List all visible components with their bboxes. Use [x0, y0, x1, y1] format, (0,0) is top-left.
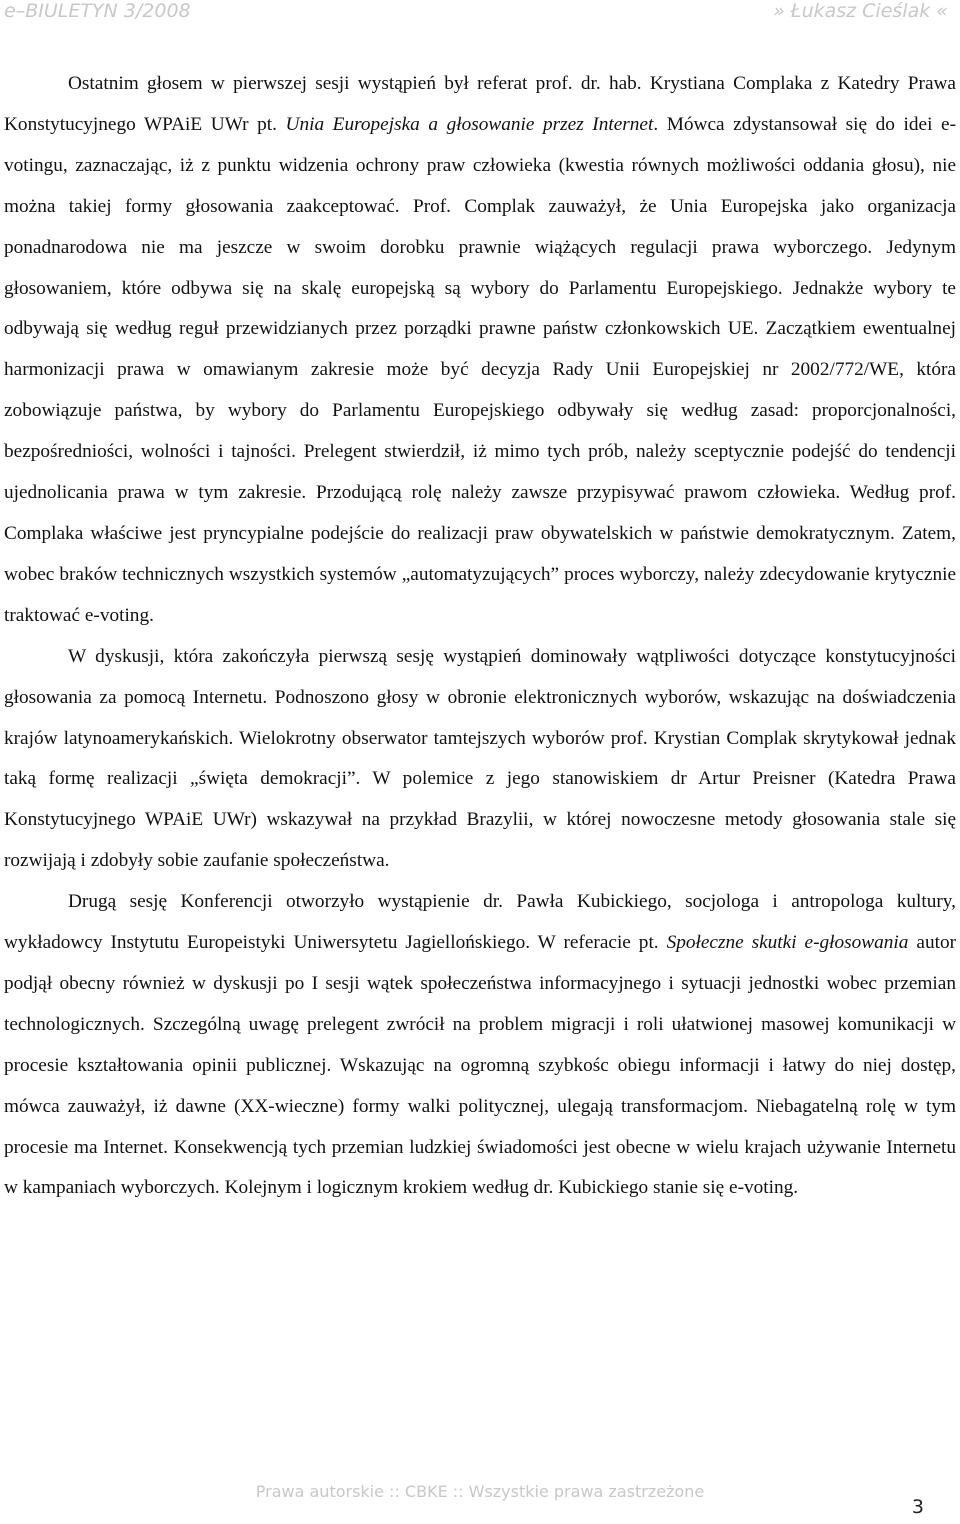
header-publication: e–BIULETYN 3/2008 [4, 0, 191, 22]
paragraph-1-text-a: Ostatnim głosem w pierwszej sesji wystąpień był referat prof. dr. hab. Krystiana Complaka [68, 73, 813, 94]
article-body [4, 64, 956, 1209]
paragraph-3-title: Społeczne skutki e-głosowania [666, 932, 909, 954]
paragraph-3-text-b: autor podjął obecny również w dyskusji po I sesji wątek społeczeństwa informacyjnego i sytuacji jednostki wobec przemian technologicznych. Szczególną uwagę prelegent zwrócił na problem migracji i roli ułatwionej masowej komunikacji w procesie kształtowania opinii publicznej. Wskazując na ogromną szybkośc obiegu informacji i łatwy do niej dostęp, mówca zauważył, iż dawne (XX-wieczne) formy walki politycznej, ulegają transformacjom. Niebagatelną rolę w tym procesie ma Internet. Konsekwencją tych przemian ludzkiej świadomości jest obecne w wielu krajach używanie Internetu w kampaniach wyborczych. Kolejnym i logicznym krokiem według dr. Kubickiego stanie się e-voting. [4, 932, 956, 1199]
page-footer: Prawa autorskie :: CBKE :: Wszystkie prawa zastrzeżone [255, 1482, 705, 1501]
page-header [0, 0, 960, 22]
paragraph-3 [4, 882, 956, 1209]
paragraph-3-text-a: Drugą sesję Konferencji otworzyło wystąpienie dr. Pawła Kubickiego, socjologa i antropologa kultury, wykładowcy Instytutu Europeistyki Uniwersytetu Jagiellońskiego. W referacie pt. [4, 891, 956, 954]
paragraph-1 [4, 64, 956, 637]
paragraph-1-text-c: . Mówca zdystansował się do idei e-votingu, zaznaczając, iż z punktu widzenia ochrony praw człowieka (kwestia równych możliwości oddania głosu), nie można takiej formy głosowania zaakceptować. Prof. Complak zauważył, że Unia Europejska jako organizacja ponadnarodowa nie ma jeszcze w swoim dorobku prawnie wiążących regulacji prawa wyborczego. Jedynym głosowaniem, które odbywa się na skalę europejską są wybory do Parlamentu Europejskiego. Jednakże wybory te odbywają się według reguł przewidzianych przez porządki prawne państw członkowskich UE. Zaczątkiem ewentualnej harmonizacji prawa w omawianym zakresie może być decyzja Rady Unii Europejskiej nr 2002/772/WE, która zobowiązuje państwa, by wybory do Parlamentu Europejskiego odbywały się według zasad: proporcjonalności, bezpośredniości, wolności i tajności. Prelegent stwierdził, iż mimo tych prób, należy sceptycznie podejść do tendencji ujednolicania prawa w tym zakresie. Przodującą rolę należy zawsze przypisywać prawom człowieka. Według prof. Complaka właściwe jest pryncypialne podejście do realizacji praw obywatelskich w państwie demokratycznym. Zatem, wobec braków technicznych wszystkich systemów „automatyzujących” proces wyborczy, należy zdecydowanie krytycznie traktować e-voting. [4, 113, 956, 626]
paragraph-2 [4, 637, 956, 882]
paragraph-1-title: Unia Europejska a głosowanie przez Internet [285, 113, 654, 135]
page-number: 3 [911, 1496, 924, 1518]
paragraph-1-text-b: z Katedry Prawa Konstytucyjnego WPAiE UWr pt. [4, 73, 956, 135]
header-author: » Łukasz Cieślak « [773, 0, 948, 22]
paragraph-2-text: W dyskusji, która zakończyła pierwszą sesję wystąpień dominowały wątpliwości dotyczące konstytucyjności głosowania za pomocą Internetu. Podnoszono głosy w obronie elektronicznych wyborów, wskazując na doświadczenia krajów latynoamerykańskich. Wielokrotny obserwator tamtejszych wyborów prof. Krystian Complak skrytykował jednak taką formę realizacji „święta demokracji”. W polemice z jego stanowiskiem dr Artur Preisner (Katedra Prawa Konstytucyjnego WPAiE UWr) wskazywał na przykład Brazylii, w której nowoczesne metody głosowania stale się rozwijają i zdobyły sobie zaufanie społeczeństwa. [4, 645, 956, 872]
